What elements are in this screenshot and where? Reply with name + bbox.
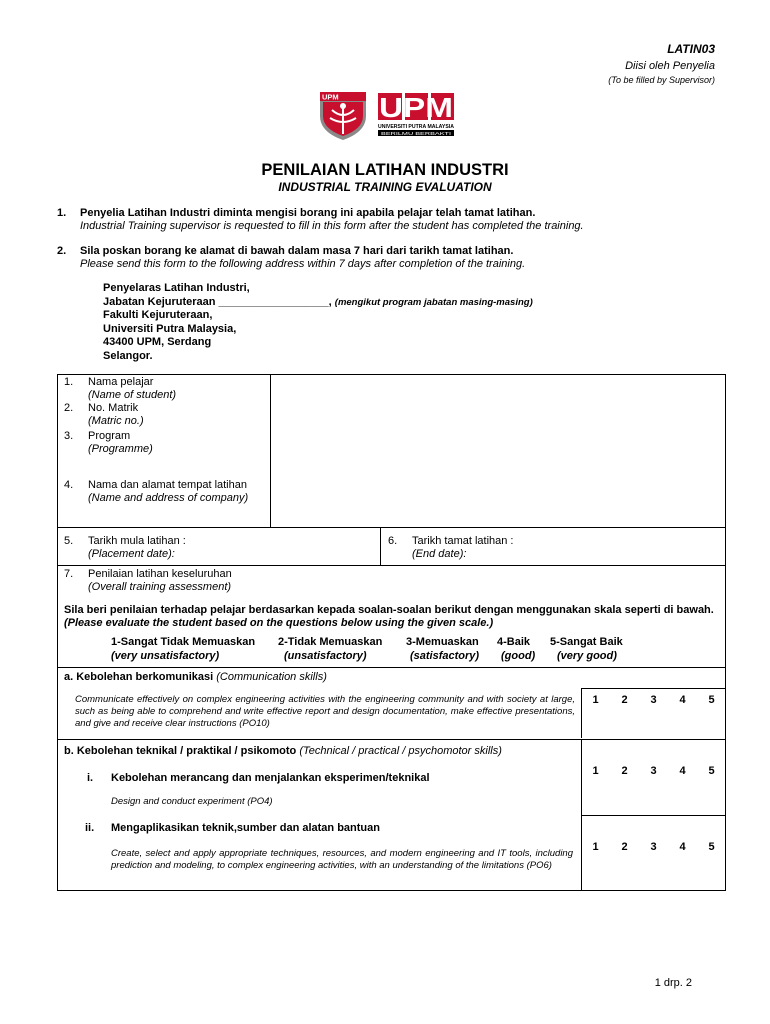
field-label: Penilaian latihan keseluruhan — [88, 568, 232, 580]
filled-by-label: Diisi oleh Penyelia — [625, 60, 715, 72]
score-b-i-3[interactable]: 3 — [650, 765, 657, 777]
field-label: No. Matrik — [88, 402, 139, 414]
field-number: 1. — [64, 376, 74, 388]
student-info-input-area[interactable] — [271, 375, 725, 527]
rating-instructions-ms: Sila beri penilaian terhadap pelajar berdasarkan kepada soalan-soalan berikut dengan menggunakan skala seperti di bawah. — [64, 604, 714, 616]
address-line: Fakulti Kejuruteraan, — [103, 309, 213, 321]
rating-instructions-en: (Please evaluate the student based on the questions below using the given scale.) — [64, 617, 494, 629]
field-number: 5. — [64, 535, 74, 547]
section-a-description: Communicate effectively on complex engineering activities with the engineering community and with society at large, such as being able to comprehend and write effective report and design documentation, make effective presentations, and give and receive clear instructions (PO10) — [75, 694, 575, 729]
university-name: UNIVERSITI PUTRA MALAYSIA — [378, 124, 454, 130]
page-subtitle: INDUSTRIAL TRAINING EVALUATION — [278, 180, 492, 194]
field-label-en: (Programme) — [88, 443, 153, 455]
address-line: Selangor. — [103, 349, 153, 362]
item-b-i-number: i. — [87, 772, 94, 784]
scale-5-en — [557, 650, 617, 662]
rating-instructions — [64, 604, 719, 630]
scale-label-en: (unsatisfactory) — [284, 650, 367, 662]
field-label-en: (Name and address of company) — [88, 492, 249, 504]
address-line: Universiti Putra Malaysia, — [103, 322, 237, 335]
item-b-ii-number: ii. — [85, 822, 95, 834]
address-line: Jabatan Kejuruteraan __________________, — [103, 295, 332, 308]
score-b-ii-2[interactable]: 2 — [621, 841, 628, 853]
divider — [57, 667, 726, 668]
instruction-text-en: Industrial Training supervisor is requested to fill in this form after the student has completed the training. — [80, 220, 584, 232]
scale-label-en: (satisfactory) — [410, 650, 480, 662]
section-title: a. Kebolehan berkomunikasi — [64, 671, 214, 683]
form-code: LATIN03 — [667, 42, 715, 56]
field-number: 2. — [64, 402, 74, 414]
score-a-4[interactable]: 4 — [679, 694, 686, 706]
section-b-title — [64, 745, 502, 757]
score-a-5[interactable]: 5 — [708, 694, 715, 706]
field-label-en: (Name of student) — [88, 389, 177, 401]
scale-5 — [550, 636, 623, 648]
field-label: Nama pelajar — [88, 376, 154, 388]
instruction-number: 2. — [57, 245, 67, 257]
mailing-address — [103, 282, 533, 363]
field-label-en: (Overall training assessment) — [88, 581, 232, 593]
scale-1 — [111, 636, 255, 648]
field-number: 7. — [64, 568, 74, 580]
field-label: Tarikh tamat latihan : — [412, 535, 514, 547]
scale-label: 3-Memuaskan — [406, 636, 479, 648]
scale-2 — [278, 636, 382, 648]
scale-4 — [497, 636, 530, 648]
score-a-1[interactable]: 1 — [592, 694, 599, 706]
page-number: 1 drp. 2 — [654, 977, 692, 989]
address-note: (mengikut program jabatan masing-masing) — [334, 296, 533, 308]
field-label: Nama dan alamat tempat latihan — [88, 479, 247, 491]
divider — [57, 739, 726, 740]
upm-logo — [318, 90, 454, 142]
score-b-ii-1[interactable]: 1 — [592, 841, 599, 853]
section-title: b. Kebolehan teknikal / praktikal / psikomoto — [64, 745, 297, 757]
scale-label: 5-Sangat Baik — [550, 636, 623, 648]
divider — [581, 815, 726, 816]
score-b-i-4[interactable]: 4 — [679, 765, 686, 777]
university-motto: BERILMU BERBAKTI — [381, 131, 451, 136]
scale-label-en: (very unsatisfactory) — [111, 650, 220, 662]
address-line: 43400 UPM, Serdang — [103, 336, 212, 348]
field-label-en: (Matric no.) — [88, 415, 144, 427]
score-b-ii-5[interactable]: 5 — [708, 841, 715, 853]
item-b-ii-description: Create, select and apply appropriate techniques, resources, and modern engineering and IT tools, including prediction and modeling, to complex engineering activities, with an understanding of the limitations (PO6) — [111, 848, 573, 871]
address-line: Penyelaras Latihan Industri, — [103, 282, 250, 294]
score-b-ii-3[interactable]: 3 — [650, 841, 657, 853]
field-label-en: (Placement date): — [88, 548, 175, 560]
field-label-en: (End date): — [412, 548, 467, 560]
instruction-2 — [0, 245, 770, 275]
score-a-3[interactable]: 3 — [650, 694, 657, 706]
item-b-ii-label: Mengaplikasikan teknik,sumber dan alatan bantuan — [111, 822, 380, 834]
divider — [581, 688, 726, 689]
scale-label-en: (very good) — [557, 650, 617, 662]
scale-2-en — [284, 650, 367, 662]
section-a-title — [64, 671, 327, 683]
field-label: Tarikh mula latihan : — [88, 535, 186, 547]
instruction-text-en: Please send this form to the following address within 7 days after completion of the training. — [80, 258, 526, 270]
score-b-i-5[interactable]: 5 — [708, 765, 715, 777]
item-b-i-label: Kebolehan merancang dan menjalankan eksperimen/teknikal — [111, 772, 430, 784]
item-b-i-description: Design and conduct experiment (PO4) — [111, 796, 273, 807]
field-number: 6. — [388, 535, 398, 547]
scale-label-en: (good) — [501, 650, 536, 662]
score-b-i-1[interactable]: 1 — [592, 765, 599, 777]
field-label: Program — [88, 430, 131, 442]
score-a-2[interactable]: 2 — [621, 694, 628, 706]
upm-wordmark: UPM — [379, 92, 453, 123]
scale-label: 1-Sangat Tidak Memuaskan — [111, 636, 256, 648]
instruction-number: 1. — [57, 207, 67, 219]
field-number: 3. — [64, 430, 74, 442]
scale-1-en — [111, 650, 219, 662]
page-title: PENILAIAN LATIHAN INDUSTRI — [261, 161, 509, 179]
instruction-1 — [0, 207, 770, 237]
scale-4-en — [501, 650, 535, 662]
scale-label: 2-Tidak Memuaskan — [278, 636, 383, 648]
filled-by-label-en: (To be filled by Supervisor) — [608, 75, 715, 85]
crest-text: UPM — [322, 92, 339, 102]
divider — [380, 527, 381, 566]
scale-3-en — [410, 650, 479, 662]
score-b-i-2[interactable]: 2 — [621, 765, 628, 777]
instruction-text: Sila poskan borang ke alamat di bawah dalam masa 7 hari dari tarikh tamat latihan. — [80, 245, 514, 257]
upm-crest-icon — [320, 92, 366, 140]
instruction-text: Penyelia Latihan Industri diminta mengisi borang ini apabila pelajar telah tamat latihan. — [80, 207, 536, 219]
scale-label: 4-Baik — [497, 636, 531, 648]
score-b-ii-4[interactable]: 4 — [679, 841, 686, 853]
scale-3 — [406, 636, 479, 648]
section-title-en: (Technical / practical / psychomotor skills) — [299, 745, 502, 757]
field-number: 4. — [64, 479, 74, 491]
section-title-en: (Communication skills) — [216, 671, 327, 683]
